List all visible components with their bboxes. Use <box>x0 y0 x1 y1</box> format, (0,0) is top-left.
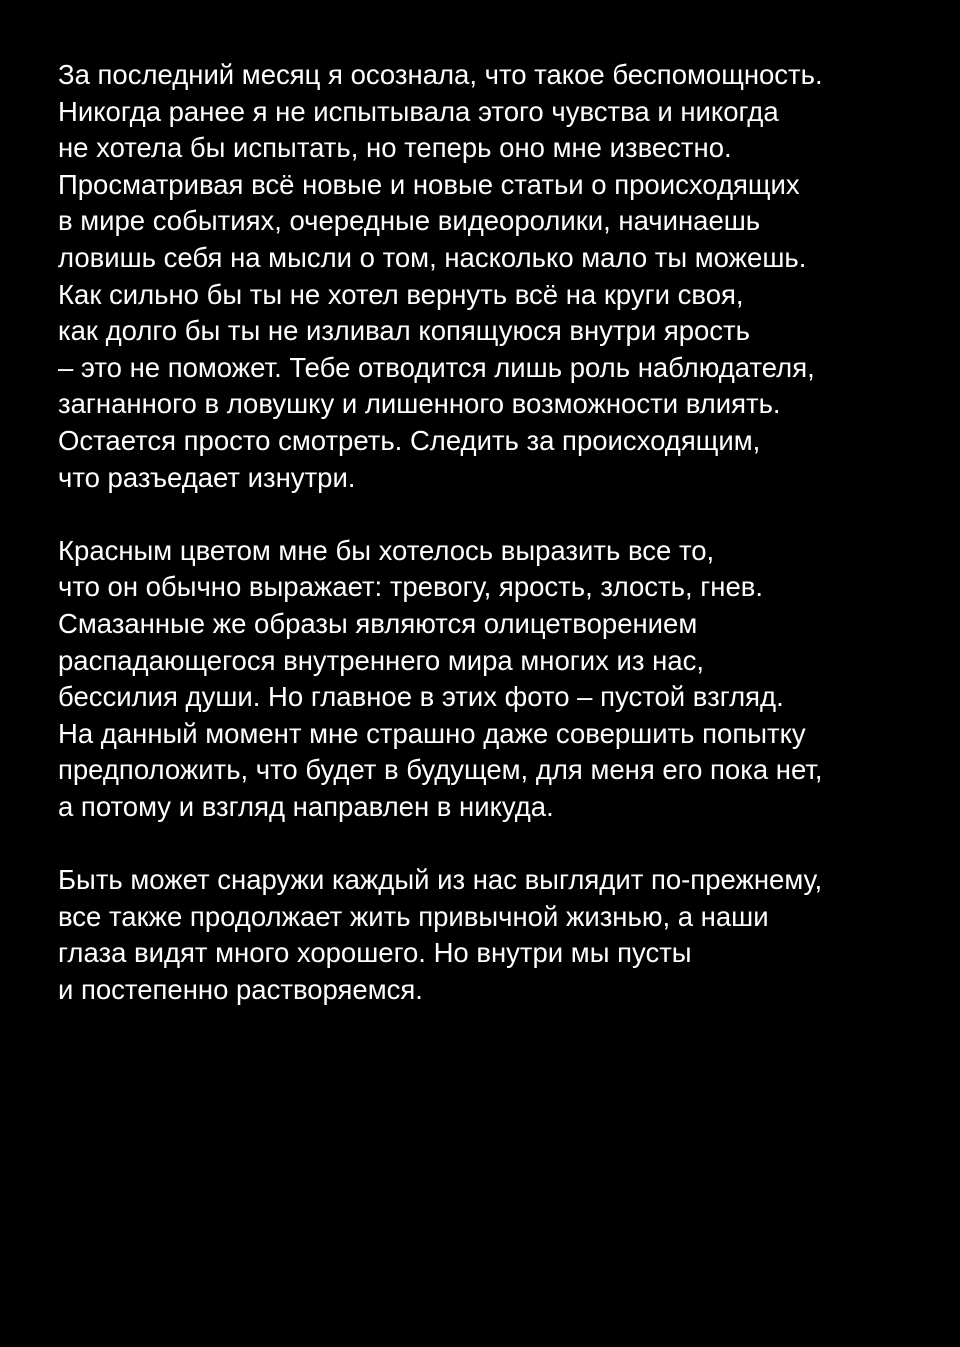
text-line: ловишь себя на мысли о том, насколько мало ты можешь. <box>58 241 807 273</box>
paragraph-helplessness <box>58 57 938 496</box>
text-line: а потому и взгляд направлен в никуда. <box>58 790 554 822</box>
text-line: За последний месяц я осознала, что такое беспомощность. <box>58 59 823 90</box>
paragraph-red-color <box>58 533 938 826</box>
document-page <box>58 57 938 1045</box>
text-line: что разъедает изнутри. <box>58 461 356 493</box>
text-line: Просматривая всё новые и новые статьи о происходящих <box>58 168 800 200</box>
text-line: Остается просто смотреть. Следить за происходящим, <box>58 424 761 456</box>
text-line: как долго бы ты не изливал копящуюся внутри ярость <box>58 315 750 347</box>
text-line: что он обычно выражает: тревогу, ярость, злость, гнев. <box>58 571 764 603</box>
text-line: Красным цветом мне бы хотелось выразить все то, <box>58 534 715 566</box>
text-line: глаза видят много хорошего. Но внутри мы пусты <box>58 937 692 969</box>
text-line: Быть может снаружи каждый из нас выглядит по-прежнему, <box>58 864 823 896</box>
paragraph-closing <box>58 862 938 1008</box>
text-line: – это не поможет. Тебе отводится лишь роль наблюдателя, <box>58 351 815 383</box>
text-line: в мире событиях, очередные видеоролики, начинаешь <box>58 205 761 237</box>
text-line: Смазанные же образы являются олицетворением <box>58 607 698 639</box>
text-line: предположить, что будет в будущем, для меня его пока нет, <box>58 754 823 786</box>
text-line: Как сильно бы ты не хотел вернуть всё на круги своя, <box>58 278 744 310</box>
text-line: бессилия души. Но главное в этих фото – пустой взгляд. <box>58 681 784 713</box>
text-line: все также продолжает жить привычной жизнью, а наши <box>58 900 769 932</box>
text-line: На данный момент мне страшно даже совершить попытку <box>58 717 806 749</box>
text-line: не хотела бы испытать, но теперь оно мне известно. <box>58 132 732 164</box>
text-line: Никогда ранее я не испытывала этого чувства и никогда <box>58 95 779 127</box>
text-line: распадающегося внутреннего мира многих из нас, <box>58 644 705 676</box>
text-line: загнанного в ловушку и лишенного возможности влиять. <box>58 388 781 420</box>
text-line: и постепенно растворяемся. <box>58 973 423 1005</box>
